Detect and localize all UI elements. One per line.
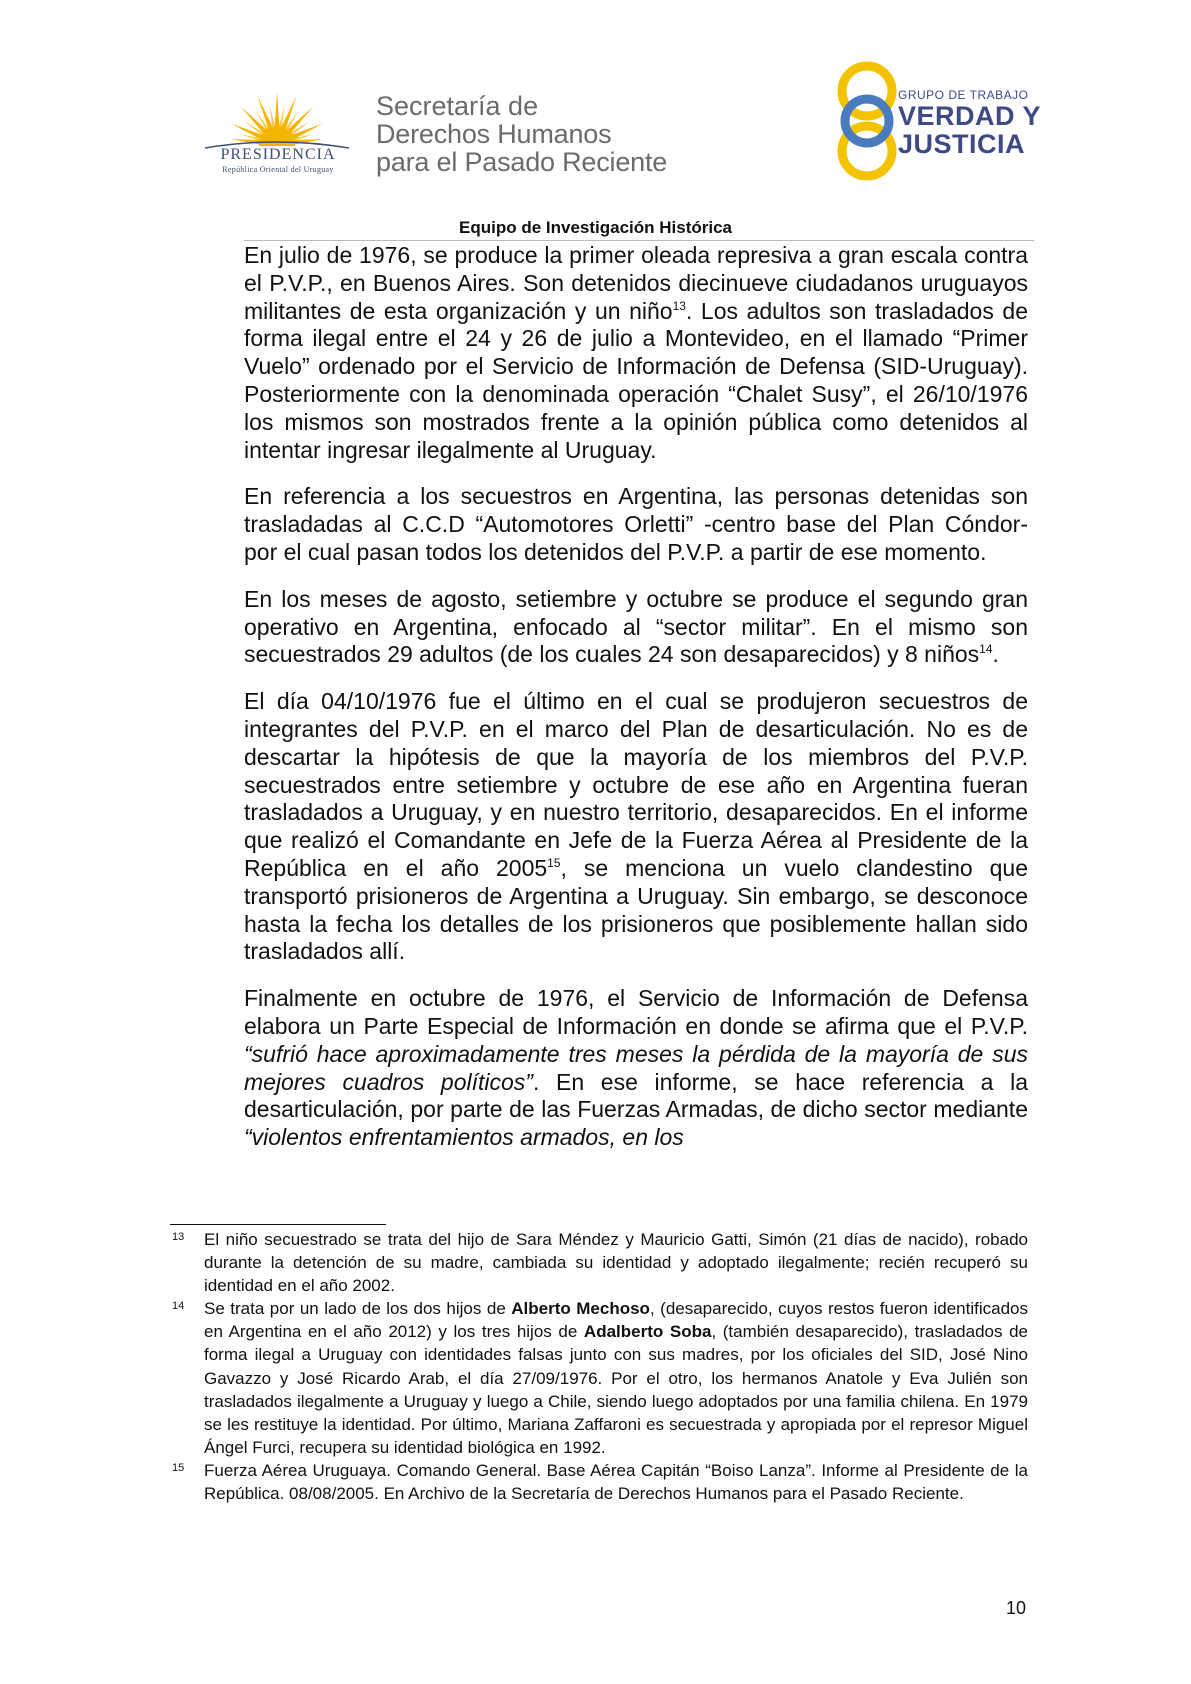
paragraph: En los meses de agosto, setiembre y octubre se produce el segundo gran operativo en Argentina, enfocado al “sector militar”. En el mismo son secuestrados 29 adultos (de los cuales 24 son desaparecidos) y 8 niños$^{14}$. bbox=[244, 585, 1028, 668]
presidencia-name: PRESIDENCIA bbox=[220, 146, 336, 163]
secretaria-line-3: para el Pasado Reciente bbox=[376, 147, 668, 177]
footnote-text: Se trata por un lado de los dos hijos de Alberto Mechoso, (desaparecido, cuyos restos fueron identificados en Argentina en el año 2012) y los tres hijos de Adalberto Soba, (también desaparecido), trasladados de forma ilegal a Uruguay con identidades falsas junto con sus madres, por los oficiales del SID, José Nino Gavazzo y José Ricardo Arab, el día 27/09/1976. Por el otro, los hermanos Anatole y Eva Julién son trasladados ilegalmente a Uruguay y luego a Chile, siendo luego adoptados por una familia chilena. En 1979 se les restituye la identidad. Por último, Mariana Zaffaroni es secuestrada y apropiada por el represor Miguel Ángel Furci, recupera su identidad biológica en 1992. bbox=[204, 1299, 1029, 1457]
verdad-justicia-text bbox=[898, 88, 1041, 158]
footnote-text: Fuerza Aérea Uruguaya. Comando General. Base Aérea Capitán “Boiso Lanza”. Informe al Presidente de la República. 08/08/2005. En Archivo de la Secretaría de Derechos Humanos para el Pasado Reciente. bbox=[204, 1460, 1028, 1504]
footnotes bbox=[170, 1228, 1028, 1505]
team-title: Equipo de Investigación Histórica bbox=[459, 218, 732, 237]
secretaria-line-2: Derechos Humanos bbox=[376, 119, 612, 149]
paragraph: En julio de 1976, se produce la primer oleada represiva a gran escala contra el P.V.P., en Buenos Aires. Son detenidos diecinueve ciudadanos uruguayos militantes de esta organización y un niño$^{13}$. Los adultos son trasladados de forma ilegal entre el 24 y 26 de julio a Montevideo, en el llamado “Primer Vuelo” ordenado por el Servicio de Información de Defensa (SID-Uruguay). Posteriormente con la denominada operación “Chalet Susy”, el 26/10/1976 los mismos son mostrados frente a la opinión pública como detenidos al intentar ingresar ilegalmente al Uruguay. bbox=[244, 242, 1028, 463]
document-body bbox=[244, 242, 1028, 1171]
footnote-ref: 13 bbox=[672, 298, 686, 313]
footnote-14 bbox=[170, 1297, 1028, 1459]
verdad-justicia-logo bbox=[826, 58, 908, 184]
header-divider bbox=[244, 240, 1034, 241]
footnote-divider bbox=[170, 1224, 386, 1225]
footnote-number: 13 bbox=[172, 1231, 185, 1243]
bold-name: Adalberto Soba bbox=[583, 1322, 712, 1342]
presidencia-subtitle: República Oriental del Uruguay bbox=[222, 165, 334, 174]
italic-quote: “sufrió hace aproximadamente tres meses la pérdida de la mayoría de sus mejores cuadros políticos” bbox=[244, 1040, 1028, 1095]
footnote-number: 15 bbox=[172, 1461, 185, 1474]
verdad-label: VERDAD Y bbox=[898, 101, 1042, 131]
bold-name: Alberto Mechoso bbox=[511, 1299, 650, 1319]
grupo-label: GRUPO DE TRABAJO bbox=[898, 88, 1029, 102]
footnote-number: 14 bbox=[172, 1300, 185, 1313]
footnote-ref: 15 bbox=[547, 855, 561, 870]
paragraph: En referencia a los secuestros en Argentina, las personas detenidas son trasladadas al C.C.D “Automotores Orletti” -centro base del Plan Cóndor- por el cual pasan todos los detenidos del P.V.P. a partir de ese momento. bbox=[244, 483, 1028, 565]
footnote-13 bbox=[170, 1228, 1028, 1297]
page-header bbox=[0, 0, 1191, 237]
italic-quote: “violentos enfrentamientos armados, en los bbox=[244, 1124, 684, 1151]
page-number: 10 bbox=[1006, 1598, 1027, 1618]
paragraph: El día 04/10/1976 fue el último en el cual se produjeron secuestros de integrantes del P.V.P. en el marco del Plan de desarticulación. No es de descartar la hipótesis de que la mayoría de los miembros del P.V.P. secuestrados entre setiembre y octubre de ese año en Argentina fueran trasladados a Uruguay, y en nuestro territorio, desaparecidos. En el informe que realizó el Comandante en Jefe de la Fuerza Aérea al Presidente de la República en el año 2005$^{15}$, se menciona un vuelo clandestino que transportó prisioneros de Argentina a Uruguay. Sin embargo, se desconoce hasta la fecha los detalles de los prisioneros que posiblemente hallan sido trasladados allí. bbox=[244, 688, 1028, 965]
footnote-text: El niño secuestrado se trata del hijo de Sara Méndez y Mauricio Gatti, Simón (21 días de nacido), robado durante la detención de su madre, cambiada su identidad y adoptado ilegalmente; recién recuperó su identidad en el año 2002. bbox=[204, 1230, 1028, 1296]
secretaria-title bbox=[376, 92, 667, 176]
footnote-ref: 14 bbox=[979, 642, 993, 657]
secretaria-line-1: Secretaría de bbox=[376, 91, 539, 121]
justicia-label: JUSTICIA bbox=[898, 129, 1026, 159]
footnote-15 bbox=[170, 1459, 1028, 1505]
paragraph: Finalmente en octubre de 1976, el Servicio de Información de Defensa elabora un Parte Especial de Información en donde se afirma que el P.V.P. “sufrió hace aproximadamente tres meses la pérdida de la mayoría de sus mejores cuadros políticos”. En ese informe, se hace referencia a la desarticulación, por parte de las Fuerzas Armadas, de dicho sector mediante “violentos enfrentamientos armados, en los bbox=[244, 985, 1028, 1151]
